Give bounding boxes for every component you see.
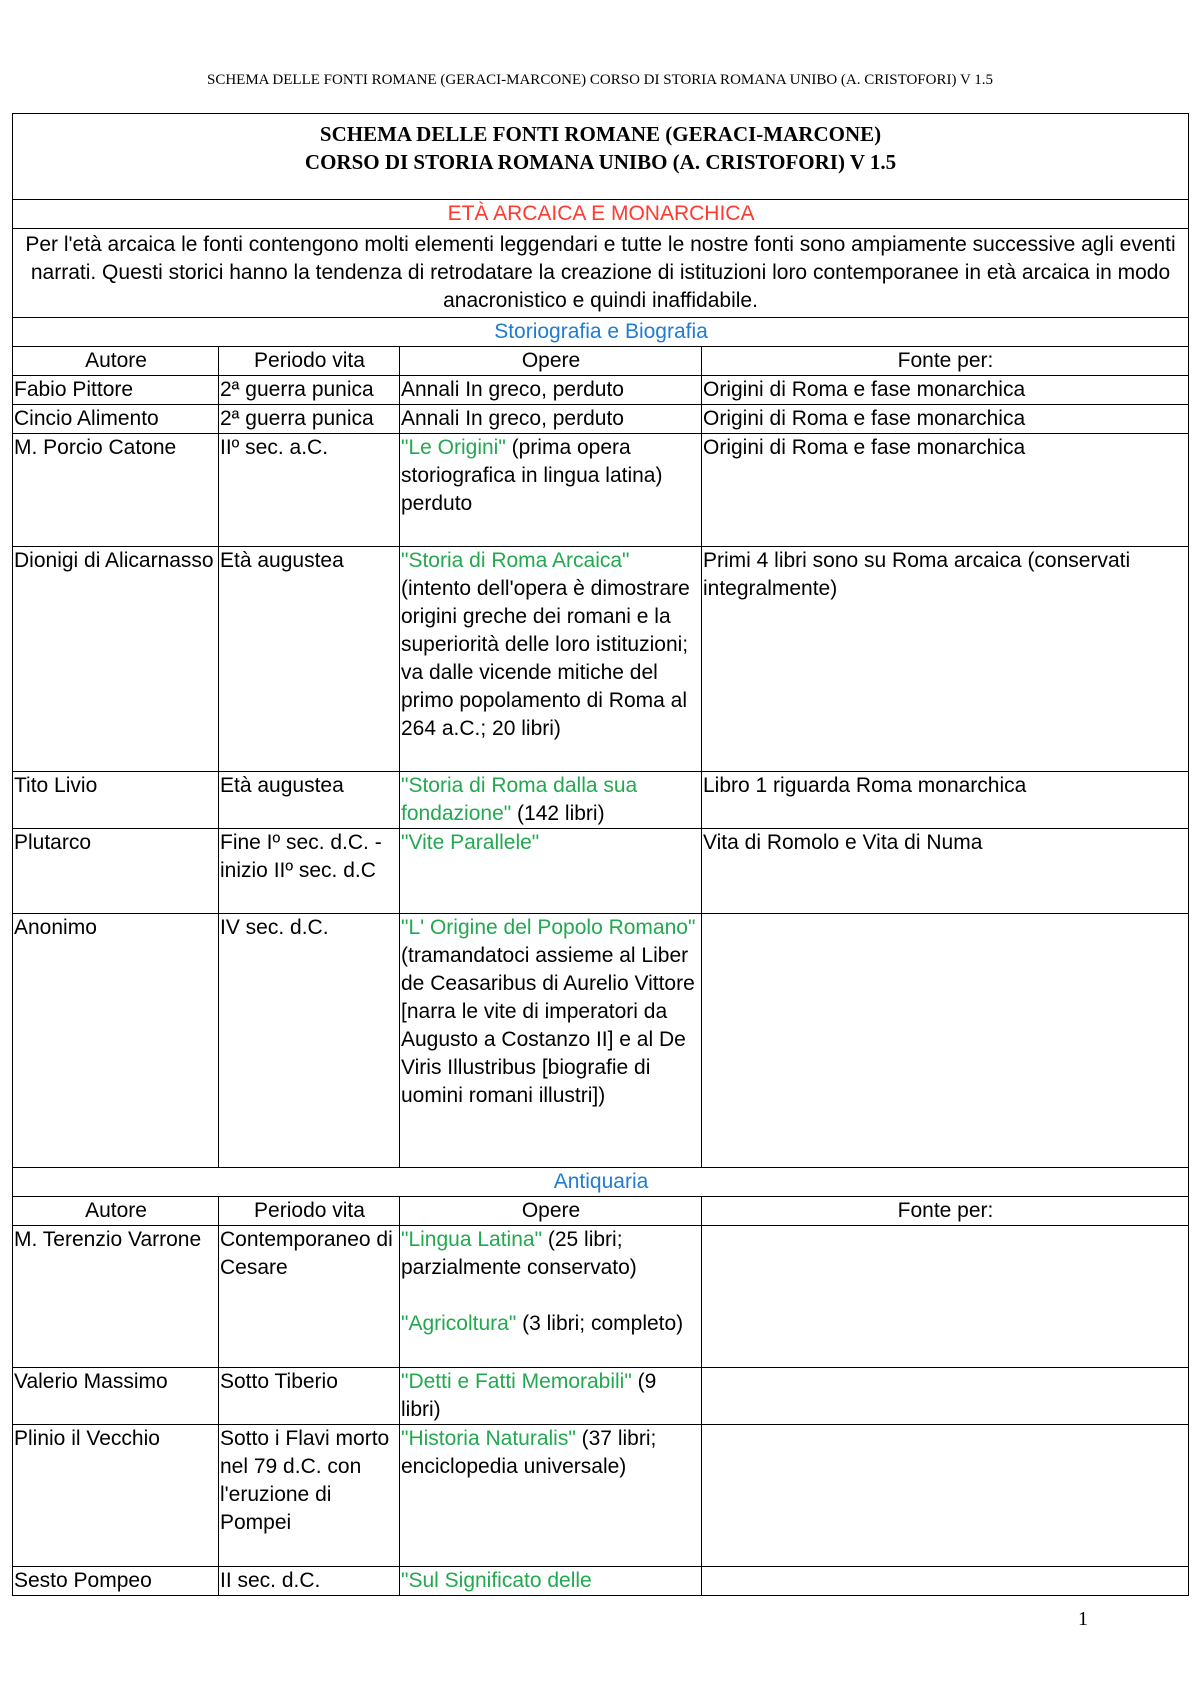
- col-header-fonte: Fonte per:: [702, 1197, 1189, 1226]
- col-header-autore: Autore: [13, 347, 219, 376]
- table-row: [13, 772, 1189, 829]
- cell-opere: [400, 829, 702, 914]
- title-line-1: SCHEMA DELLE FONTI ROMANE (GERACI-MARCONE): [319, 122, 882, 146]
- cell-fonte: [702, 1425, 1189, 1567]
- cell-opere: [400, 376, 702, 405]
- col-header-opere: Opere: [400, 1197, 702, 1226]
- cell-opere: [400, 1226, 702, 1368]
- cell-periodo: Contemporaneo di Cesare: [219, 1226, 400, 1368]
- cell-opere: [400, 1368, 702, 1425]
- cell-periodo: II sec. d.C.: [219, 1567, 400, 1596]
- cell-fonte: Libro 1 riguarda Roma monarchica: [702, 772, 1189, 829]
- page-number: 1: [1078, 1608, 1088, 1630]
- cell-periodo: IV sec. d.C.: [219, 914, 400, 1168]
- cell-autore: Tito Livio: [13, 772, 219, 829]
- opera-title: "L' Origine del Popolo Romano": [401, 916, 696, 939]
- cell-fonte: [702, 1226, 1189, 1368]
- sources-table: [12, 113, 1189, 1596]
- col-header-periodo: Periodo vita: [219, 347, 400, 376]
- table-row: [13, 405, 1189, 434]
- running-header: SCHEMA DELLE FONTI ROMANE (GERACI-MARCONE) CORSO DI STORIA ROMANA UNIBO (A. CRISTOFORI) V 1.5: [206, 72, 994, 88]
- cell-fonte: Origini di Roma e fase monarchica: [702, 405, 1189, 434]
- cell-opere: [400, 547, 702, 772]
- cell-autore: M. Porcio Catone: [13, 434, 219, 547]
- opera-title: "Vite Parallele": [401, 831, 540, 854]
- section-title-storiografia: Storiografia e Biografia: [13, 318, 1189, 347]
- opera-title: "Historia Naturalis": [401, 1427, 576, 1450]
- opera-title: "Lingua Latina": [401, 1228, 543, 1251]
- intro-paragraph: Per l'età arcaica le fonti contengono molti elementi leggendari e tutte le nostre fonti sono ampiamente successive agli eventi narrati. Questi storici hanno la tendenza di retrodatare la creazione di istituzioni loro contemporanee in età arcaica in modo anacronistico e quindi inaffidabile.: [13, 229, 1189, 318]
- table-row: [13, 1567, 1189, 1596]
- opera-text: (25 libri; parzialmente conservato): [401, 1228, 637, 1279]
- opera-title: "Agricoltura": [401, 1312, 517, 1335]
- cell-opere: [400, 1425, 702, 1567]
- cell-autore: Dionigi di Alicarnasso: [13, 547, 219, 772]
- table-row: [13, 1226, 1189, 1368]
- era-heading: ETÀ ARCAICA E MONARCHICA: [13, 200, 1189, 229]
- cell-autore: M. Terenzio Varrone: [13, 1226, 219, 1368]
- cell-periodo: 2ª guerra punica: [219, 376, 400, 405]
- opera-entry: [401, 1310, 701, 1338]
- table-row: [13, 1425, 1189, 1567]
- cell-autore: Plinio il Vecchio: [13, 1425, 219, 1567]
- table-row: [13, 547, 1189, 772]
- col-header-autore: Autore: [13, 1197, 219, 1226]
- cell-periodo: Età augustea: [219, 547, 400, 772]
- opera-text: (tramandatoci assieme al Liber de Ceasaribus di Aurelio Vittore [narra le vite di imperatori da Augusto a Costanzo II] e al De Viris Illustribus [biografie di uomini romani illustri]): [401, 944, 695, 1107]
- opera-title: "Storia di Roma Arcaica": [401, 549, 630, 572]
- cell-opere: [400, 914, 702, 1168]
- cell-fonte: Origini di Roma e fase monarchica: [702, 376, 1189, 405]
- cell-autore: Sesto Pompeo: [13, 1567, 219, 1596]
- cell-periodo: 2ª guerra punica: [219, 405, 400, 434]
- cell-opere: [400, 772, 702, 829]
- cell-autore: Cincio Alimento: [13, 405, 219, 434]
- cell-opere: [400, 405, 702, 434]
- opera-text: Annali In greco, perduto: [401, 378, 624, 401]
- opera-text: (37 libri; enciclopedia universale): [401, 1427, 657, 1478]
- opera-title: "Sul Significato delle: [401, 1569, 592, 1592]
- cell-periodo: Sotto i Flavi morto nel 79 d.C. con l'eruzione di Pompei: [219, 1425, 400, 1567]
- opera-text: (prima opera storiografica in lingua latina) perduto: [401, 436, 663, 515]
- cell-autore: Anonimo: [13, 914, 219, 1168]
- cell-opere: [400, 434, 702, 547]
- column-header-row: [13, 347, 1189, 376]
- cell-fonte: Vita di Romolo e Vita di Numa: [702, 829, 1189, 914]
- table-row: [13, 829, 1189, 914]
- opera-text: Annali In greco, perduto: [401, 407, 624, 430]
- section-title-antiquaria: Antiquaria: [13, 1168, 1189, 1197]
- cell-periodo: Età augustea: [219, 772, 400, 829]
- col-header-periodo: Periodo vita: [219, 1197, 400, 1226]
- opera-title: "Storia di Roma dalla sua fondazione": [401, 774, 638, 825]
- cell-opere: [400, 1567, 702, 1596]
- document-title: [13, 114, 1189, 200]
- cell-fonte: Primi 4 libri sono su Roma arcaica (conservati integralmente): [702, 547, 1189, 772]
- opera-entry: [401, 1226, 701, 1282]
- table-row: [13, 376, 1189, 405]
- cell-fonte: [702, 914, 1189, 1168]
- table-row: [13, 434, 1189, 547]
- opera-text: (intento dell'opera è dimostrare origini greche dei romani e la superiorità delle loro istituzioni; va dalle vicende mitiche del primo popolamento di Roma al 264 a.C.; 20 libri): [401, 577, 690, 740]
- opera-text: (3 libri; completo): [516, 1312, 684, 1335]
- cell-fonte: [702, 1567, 1189, 1596]
- cell-autore: Fabio Pittore: [13, 376, 219, 405]
- column-header-row: [13, 1197, 1189, 1226]
- table-row: [13, 1368, 1189, 1425]
- col-header-opere: Opere: [400, 347, 702, 376]
- cell-periodo: Sotto Tiberio: [219, 1368, 400, 1425]
- cell-fonte: Origini di Roma e fase monarchica: [702, 434, 1189, 547]
- table-row: [13, 914, 1189, 1168]
- cell-periodo: IIº sec. a.C.: [219, 434, 400, 547]
- cell-periodo: Fine Iº sec. d.C. - inizio IIº sec. d.C: [219, 829, 400, 914]
- opera-title: "Le Origini": [401, 436, 506, 459]
- cell-autore: Plutarco: [13, 829, 219, 914]
- cell-fonte: [702, 1368, 1189, 1425]
- title-line-2: CORSO DI STORIA ROMANA UNIBO (A. CRISTOFORI) V 1.5: [304, 150, 897, 174]
- col-header-fonte: Fonte per:: [702, 347, 1189, 376]
- opera-text: (9 libri): [401, 1370, 657, 1421]
- opera-text: (142 libri): [511, 802, 605, 825]
- cell-autore: Valerio Massimo: [13, 1368, 219, 1425]
- opera-title: "Detti e Fatti Memorabili": [401, 1370, 632, 1393]
